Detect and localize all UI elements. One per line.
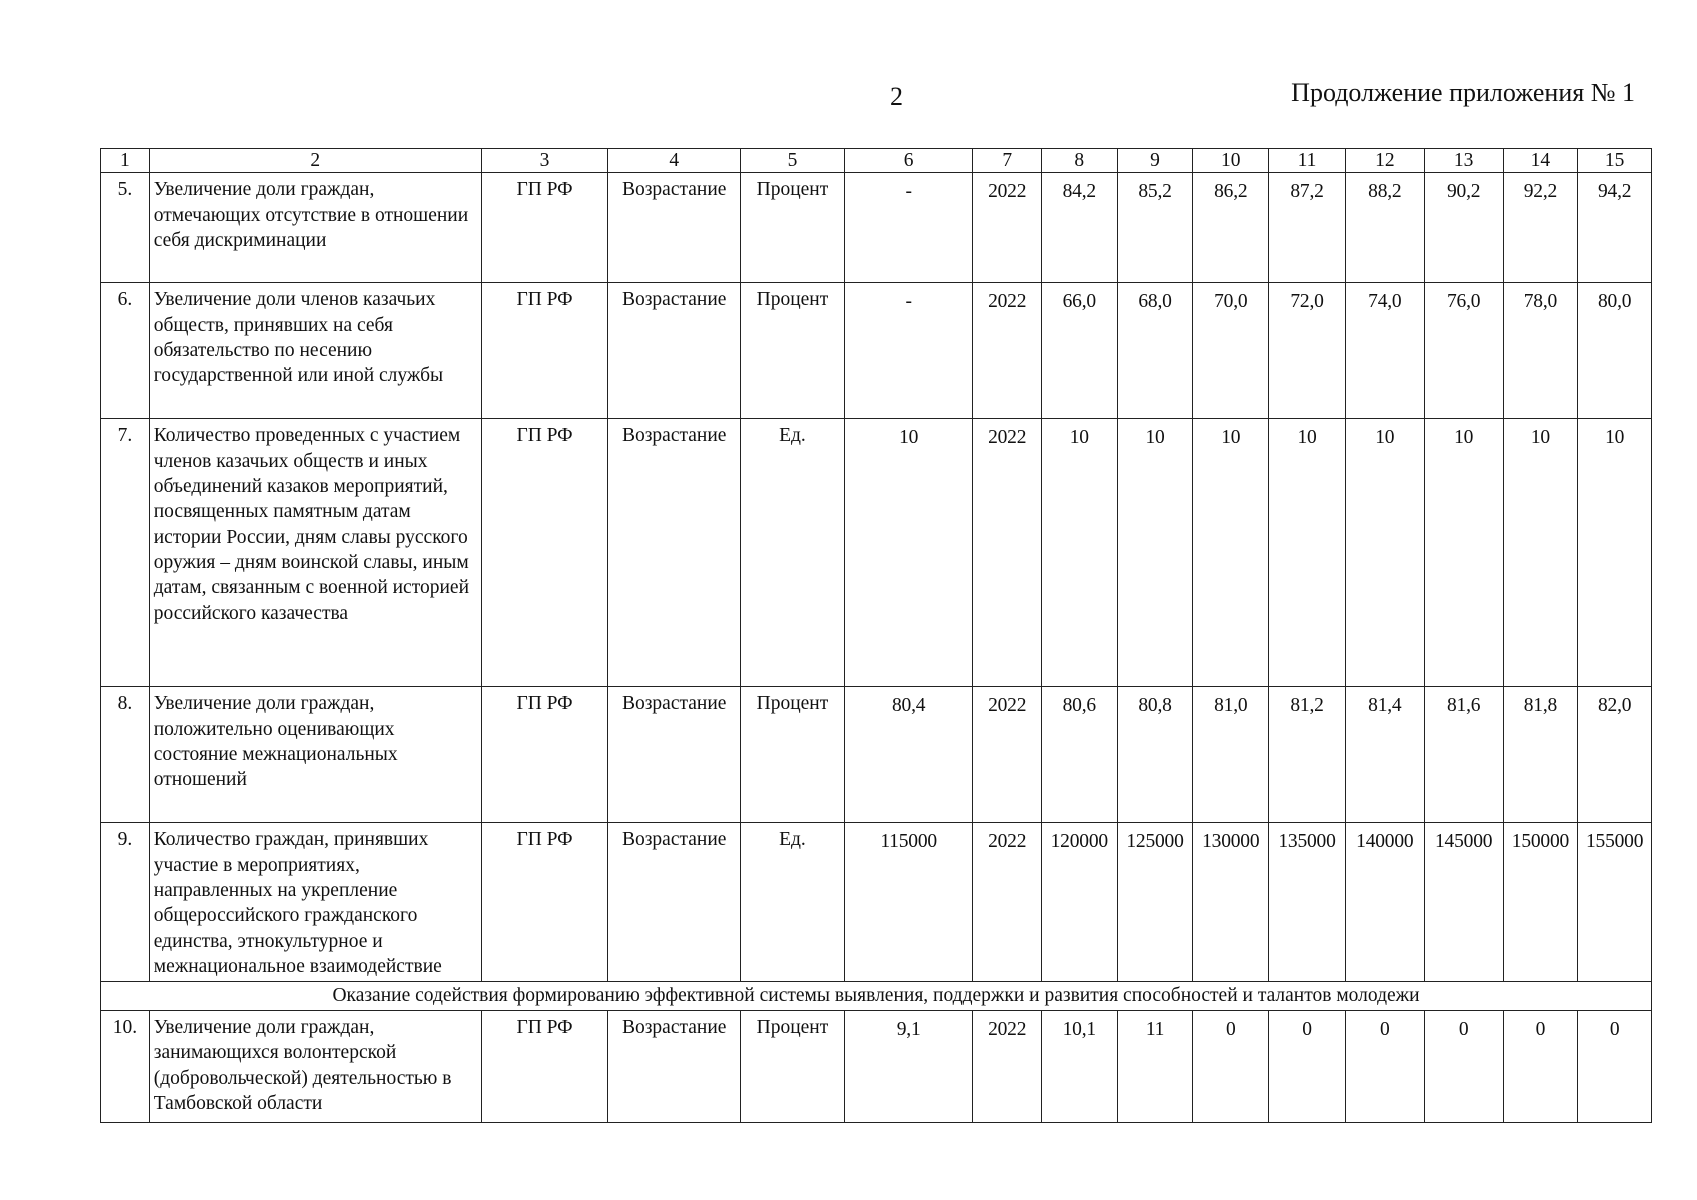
indicator-name-cell: Увеличение доли членов казачьих обществ, принявших на себя обязательство по несению государственной или иной службы xyxy=(149,283,481,419)
target-value-cell: 125000 xyxy=(1117,823,1193,982)
column-number-cell: 6 xyxy=(844,149,973,173)
target-value-cell: 81,6 xyxy=(1424,687,1503,823)
target-value-cell: 80,6 xyxy=(1041,687,1117,823)
unit-cell: Ед. xyxy=(741,823,845,982)
target-value-cell: 10 xyxy=(1578,419,1652,687)
row-number-cell: 8. xyxy=(101,687,150,823)
target-value-cell: 92,2 xyxy=(1503,173,1578,283)
trend-cell: Возрастание xyxy=(608,419,741,687)
target-value-cell: 76,0 xyxy=(1424,283,1503,419)
base-value-cell: 115000 xyxy=(844,823,973,982)
target-value-cell: 0 xyxy=(1345,1010,1424,1122)
table-row xyxy=(101,687,1652,823)
column-number-cell: 3 xyxy=(481,149,608,173)
column-number-cell: 4 xyxy=(608,149,741,173)
target-value-cell: 140000 xyxy=(1345,823,1424,982)
column-number-cell: 10 xyxy=(1193,149,1269,173)
row-number-cell: 10. xyxy=(101,1010,150,1122)
base-value-cell: 80,4 xyxy=(844,687,973,823)
row-number-cell: 9. xyxy=(101,823,150,982)
source-cell: ГП РФ xyxy=(481,1010,608,1122)
section-title: Оказание содействия формированию эффективной системы выявления, поддержки и развития способностей и талантов молодежи xyxy=(101,982,1652,1010)
base-value-cell: 10 xyxy=(844,419,973,687)
column-number-row xyxy=(101,149,1652,173)
target-value-cell: 72,0 xyxy=(1269,283,1346,419)
indicator-name-cell: Количество проведенных с участием членов казачьих обществ и иных объединений казаков мероприятий, посвященных памятным датам истории России, дням славы русского оружия – дням воинской славы, иным датам, связанным с военной историей российского казачества xyxy=(149,419,481,687)
trend-cell: Возрастание xyxy=(608,283,741,419)
table-row xyxy=(101,1010,1652,1122)
column-number-cell: 11 xyxy=(1269,149,1346,173)
base-year-cell: 2022 xyxy=(973,687,1041,823)
target-value-cell: 81,2 xyxy=(1269,687,1346,823)
target-value-cell: 10 xyxy=(1117,419,1193,687)
target-value-cell: 10 xyxy=(1503,419,1578,687)
target-value-cell: 10 xyxy=(1424,419,1503,687)
target-value-cell: 10 xyxy=(1041,419,1117,687)
column-number-cell: 9 xyxy=(1117,149,1193,173)
table-row xyxy=(101,283,1652,419)
target-value-cell: 11 xyxy=(1117,1010,1193,1122)
table-row xyxy=(101,823,1652,982)
table-row xyxy=(101,419,1652,687)
column-number-cell: 13 xyxy=(1424,149,1503,173)
unit-cell: Процент xyxy=(741,687,845,823)
target-value-cell: 81,0 xyxy=(1193,687,1269,823)
base-year-cell: 2022 xyxy=(973,283,1041,419)
target-value-cell: 0 xyxy=(1578,1010,1652,1122)
target-value-cell: 81,8 xyxy=(1503,687,1578,823)
trend-cell: Возрастание xyxy=(608,823,741,982)
table-row xyxy=(101,173,1652,283)
target-value-cell: 80,8 xyxy=(1117,687,1193,823)
trend-cell: Возрастание xyxy=(608,173,741,283)
target-value-cell: 68,0 xyxy=(1117,283,1193,419)
column-number-cell: 1 xyxy=(101,149,150,173)
indicators-table xyxy=(100,148,1652,1123)
target-value-cell: 130000 xyxy=(1193,823,1269,982)
column-number-cell: 5 xyxy=(741,149,845,173)
base-year-cell: 2022 xyxy=(973,1010,1041,1122)
column-number-cell: 15 xyxy=(1578,149,1652,173)
target-value-cell: 81,4 xyxy=(1345,687,1424,823)
target-value-cell: 0 xyxy=(1503,1010,1578,1122)
section-row xyxy=(101,982,1652,1010)
target-value-cell: 155000 xyxy=(1578,823,1652,982)
target-value-cell: 145000 xyxy=(1424,823,1503,982)
indicator-name-cell: Количество граждан, принявших участие в мероприятиях, направленных на укрепление общероссийского гражданского единства, этнокультурное и межнациональное взаимодействие xyxy=(149,823,481,982)
base-year-cell: 2022 xyxy=(973,419,1041,687)
target-value-cell: 135000 xyxy=(1269,823,1346,982)
base-year-cell: 2022 xyxy=(973,823,1041,982)
target-value-cell: 10,1 xyxy=(1041,1010,1117,1122)
unit-cell: Процент xyxy=(741,1010,845,1122)
column-number-cell: 8 xyxy=(1041,149,1117,173)
target-value-cell: 74,0 xyxy=(1345,283,1424,419)
target-value-cell: 0 xyxy=(1269,1010,1346,1122)
target-value-cell: 85,2 xyxy=(1117,173,1193,283)
unit-cell: Ед. xyxy=(741,419,845,687)
indicator-name-cell: Увеличение доли граждан, положительно оценивающих состояние межнациональных отношений xyxy=(149,687,481,823)
target-value-cell: 66,0 xyxy=(1041,283,1117,419)
target-value-cell: 88,2 xyxy=(1345,173,1424,283)
target-value-cell: 70,0 xyxy=(1193,283,1269,419)
source-cell: ГП РФ xyxy=(481,419,608,687)
source-cell: ГП РФ xyxy=(481,687,608,823)
indicator-name-cell: Увеличение доли граждан, отмечающих отсутствие в отношении себя дискриминации xyxy=(149,173,481,283)
target-value-cell: 0 xyxy=(1424,1010,1503,1122)
row-number-cell: 5. xyxy=(101,173,150,283)
target-value-cell: 0 xyxy=(1193,1010,1269,1122)
target-value-cell: 82,0 xyxy=(1578,687,1652,823)
row-number-cell: 6. xyxy=(101,283,150,419)
row-number-cell: 7. xyxy=(101,419,150,687)
column-number-cell: 14 xyxy=(1503,149,1578,173)
target-value-cell: 94,2 xyxy=(1578,173,1652,283)
target-value-cell: 78,0 xyxy=(1503,283,1578,419)
trend-cell: Возрастание xyxy=(608,1010,741,1122)
target-value-cell: 10 xyxy=(1193,419,1269,687)
base-value-cell: - xyxy=(844,173,973,283)
target-value-cell: 86,2 xyxy=(1193,173,1269,283)
column-number-cell: 7 xyxy=(973,149,1041,173)
target-value-cell: 87,2 xyxy=(1269,173,1346,283)
trend-cell: Возрастание xyxy=(608,687,741,823)
source-cell: ГП РФ xyxy=(481,283,608,419)
base-value-cell: - xyxy=(844,283,973,419)
column-number-cell: 12 xyxy=(1345,149,1424,173)
target-value-cell: 84,2 xyxy=(1041,173,1117,283)
appendix-continuation-label: Продолжение приложения № 1 xyxy=(1291,78,1635,107)
target-value-cell: 10 xyxy=(1345,419,1424,687)
source-cell: ГП РФ xyxy=(481,173,608,283)
column-number-cell: 2 xyxy=(149,149,481,173)
target-value-cell: 90,2 xyxy=(1424,173,1503,283)
page-number: 2 xyxy=(890,82,903,111)
target-value-cell: 120000 xyxy=(1041,823,1117,982)
base-year-cell: 2022 xyxy=(973,173,1041,283)
target-value-cell: 10 xyxy=(1269,419,1346,687)
base-value-cell: 9,1 xyxy=(844,1010,973,1122)
source-cell: ГП РФ xyxy=(481,823,608,982)
target-value-cell: 80,0 xyxy=(1578,283,1652,419)
indicator-name-cell: Увеличение доли граждан, занимающихся волонтерской (добровольческой) деятельностью в Тамбовской области xyxy=(149,1010,481,1122)
unit-cell: Процент xyxy=(741,173,845,283)
target-value-cell: 150000 xyxy=(1503,823,1578,982)
unit-cell: Процент xyxy=(741,283,845,419)
